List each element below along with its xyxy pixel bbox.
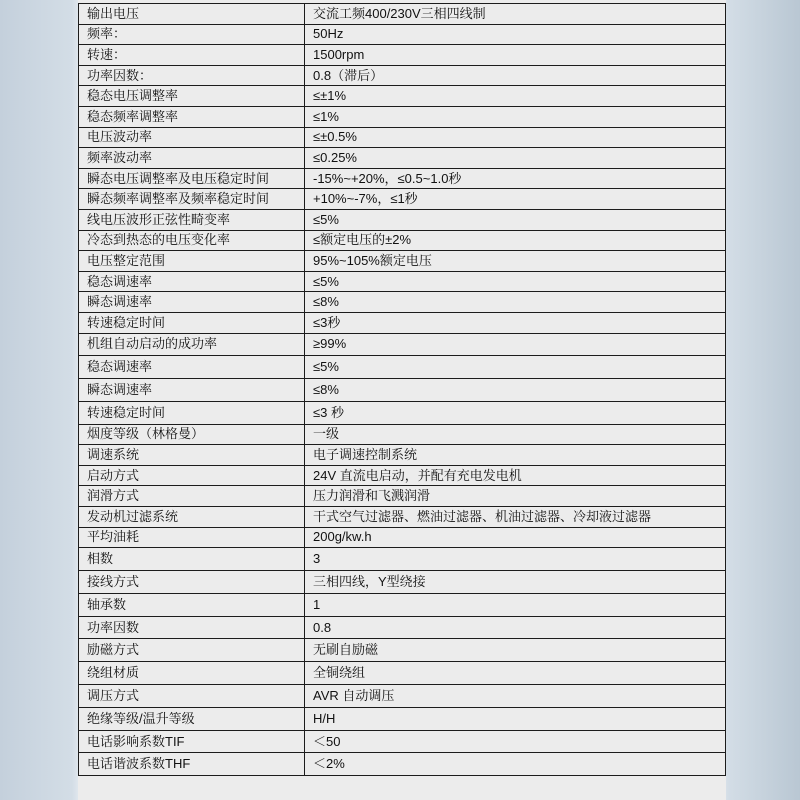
row-value: ≤1%: [305, 106, 726, 127]
row-value: ≤5%: [305, 271, 726, 292]
table-row: [79, 486, 726, 507]
row-label: 瞬态调速率: [79, 379, 305, 402]
row-value: 交流工频400/230V三相四线制: [305, 4, 726, 25]
row-value: 1500rpm: [305, 45, 726, 66]
row-label: 稳态频率调整率: [79, 106, 305, 127]
row-value: ≤3秒: [305, 312, 726, 333]
table-row: [79, 401, 726, 424]
row-label: 稳态调速率: [79, 271, 305, 292]
table-row: [79, 189, 726, 210]
row-label: 平均油耗: [79, 527, 305, 548]
row-value: ＜2%: [305, 753, 726, 776]
row-value: ≤0.25%: [305, 148, 726, 169]
row-label: 功率因数：: [79, 65, 305, 86]
table-row: [79, 616, 726, 639]
row-value: 无刷自励磁: [305, 639, 726, 662]
row-label: 启动方式: [79, 465, 305, 486]
spec-table: [78, 3, 726, 776]
row-value: H/H: [305, 707, 726, 730]
row-label: 线电压波形正弦性畸变率: [79, 209, 305, 230]
row-value: +10%~-7%，≤1秒: [305, 189, 726, 210]
table-row: [79, 593, 726, 616]
table-row: [79, 127, 726, 148]
row-value: ≤±1%: [305, 86, 726, 107]
table-row: [79, 571, 726, 594]
row-label: 频率：: [79, 24, 305, 45]
row-value: 电子调速控制系统: [305, 445, 726, 466]
row-label: 轴承数: [79, 593, 305, 616]
row-label: 调压方式: [79, 685, 305, 708]
row-label: 电压波动率: [79, 127, 305, 148]
row-value: AVR 自动调压: [305, 685, 726, 708]
row-value: 50Hz: [305, 24, 726, 45]
table-row: [79, 527, 726, 548]
table-row: [79, 106, 726, 127]
row-label: 转速：: [79, 45, 305, 66]
row-label: 转速稳定时间: [79, 312, 305, 333]
row-value: ≤5%: [305, 356, 726, 379]
row-value: 0.8（滞后）: [305, 65, 726, 86]
row-label: 频率波动率: [79, 148, 305, 169]
table-row: [79, 24, 726, 45]
table-row: [79, 292, 726, 313]
table-row: [79, 707, 726, 730]
table-row: [79, 168, 726, 189]
row-label: 稳态调速率: [79, 356, 305, 379]
row-label: 稳态电压调整率: [79, 86, 305, 107]
row-label: 瞬态调速率: [79, 292, 305, 313]
table-row: [79, 356, 726, 379]
row-label: 电话谐波系数THF: [79, 753, 305, 776]
table-row: [79, 251, 726, 272]
row-value: 1: [305, 593, 726, 616]
table-row: [79, 45, 726, 66]
table-row: [79, 548, 726, 571]
table-row: [79, 312, 726, 333]
row-label: 发动机过滤系统: [79, 507, 305, 528]
table-row: [79, 753, 726, 776]
row-label: 励磁方式: [79, 639, 305, 662]
row-value: 全铜绕组: [305, 662, 726, 685]
row-value: 3: [305, 548, 726, 571]
row-value: 三相四线，Y型绕接: [305, 571, 726, 594]
row-value: 压力润滑和飞溅润滑: [305, 486, 726, 507]
row-label: 相数: [79, 548, 305, 571]
table-row: [79, 507, 726, 528]
table-row: [79, 86, 726, 107]
table-row: [79, 333, 726, 356]
row-value: ≤5%: [305, 209, 726, 230]
table-row: [79, 639, 726, 662]
table-row: [79, 465, 726, 486]
row-value: ≤8%: [305, 379, 726, 402]
row-label: 瞬态电压调整率及电压稳定时间: [79, 168, 305, 189]
row-value: ＜50: [305, 730, 726, 753]
row-value: ≤8%: [305, 292, 726, 313]
row-label: 瞬态频率调整率及频率稳定时间: [79, 189, 305, 210]
row-value: 干式空气过滤器、燃油过滤器、机油过滤器、冷却液过滤器: [305, 507, 726, 528]
row-value: 一级: [305, 424, 726, 445]
table-row: [79, 730, 726, 753]
row-label: 电话影响系数TIF: [79, 730, 305, 753]
row-label: 绝缘等级/温升等级: [79, 707, 305, 730]
table-row: [79, 4, 726, 25]
table-row: [79, 379, 726, 402]
table-row: [79, 209, 726, 230]
row-label: 功率因数: [79, 616, 305, 639]
row-value: 95%~105%额定电压: [305, 251, 726, 272]
table-row: [79, 271, 726, 292]
row-label: 机组自动启动的成功率: [79, 333, 305, 356]
row-value: 200g/kw.h: [305, 527, 726, 548]
table-row: [79, 685, 726, 708]
row-value: -15%~+20%，≤0.5~1.0秒: [305, 168, 726, 189]
row-label: 接线方式: [79, 571, 305, 594]
row-label: 绕组材质: [79, 662, 305, 685]
row-value: ≤额定电压的±2%: [305, 230, 726, 251]
row-label: 输出电压: [79, 4, 305, 25]
table-row: [79, 445, 726, 466]
row-value: 24V 直流电启动，并配有充电发电机: [305, 465, 726, 486]
row-value: ≤±0.5%: [305, 127, 726, 148]
table-row: [79, 148, 726, 169]
table-row: [79, 65, 726, 86]
table-row: [79, 230, 726, 251]
row-label: 调速系统: [79, 445, 305, 466]
table-row: [79, 424, 726, 445]
row-value: ≥99%: [305, 333, 726, 356]
row-label: 电压整定范围: [79, 251, 305, 272]
row-label: 润滑方式: [79, 486, 305, 507]
row-label: 转速稳定时间: [79, 401, 305, 424]
row-value: 0.8: [305, 616, 726, 639]
row-label: 烟度等级（林格曼）: [79, 424, 305, 445]
row-value: ≤3 秒: [305, 401, 726, 424]
table-row: [79, 662, 726, 685]
row-label: 冷态到热态的电压变化率: [79, 230, 305, 251]
